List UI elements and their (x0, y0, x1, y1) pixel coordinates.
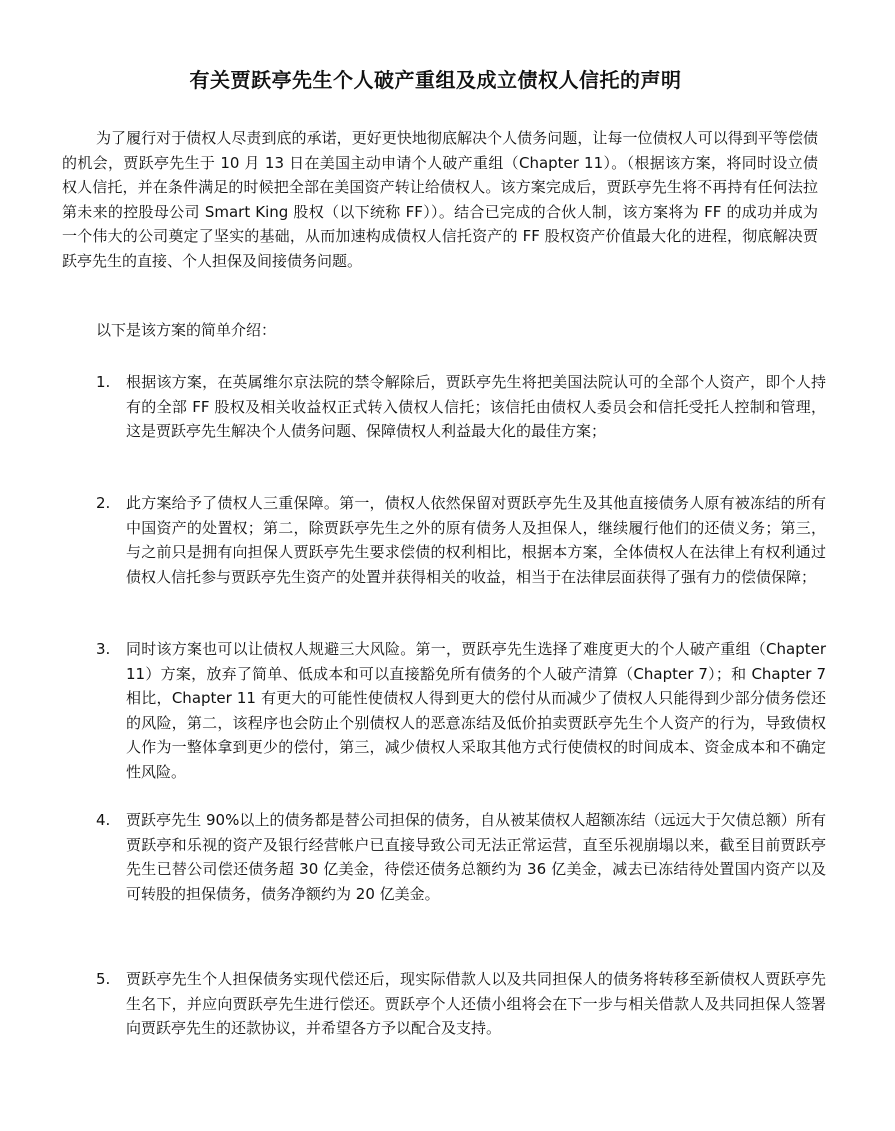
list-item-text: 同时该方案也可以让债权人规避三大风险。第一，贾跃亭先生选择了难度更大的个人破产重组（Chapter 11）方案，放弃了简单、低成本和可以直接豁免所有债务的个人破产清算（Chapter 7）；和 Chapter 7 相比，Chapter 11 有更大的可能性使债权人得到更大的偿付从而减少了债权人只能得到少部分债务偿还的风险，第二，该程序也会防止个别债权人的恶意冻结及低价拍卖贾跃亭先生个人资产的行为，导致债权人作为一整体拿到更少的偿付，第三，减少债权人采取其他方式行使债权的时间成本、资金成本和不确定性风险。 (126, 640, 826, 781)
list-item (96, 370, 826, 444)
list-item (96, 637, 826, 784)
list-item-number: 5. (96, 970, 111, 988)
list-item (96, 491, 826, 589)
list-item-text: 根据该方案，在英属维尔京法院的禁令解除后，贾跃亭先生将把美国法院认可的全部个人资产，即个人持有的全部 FF 股权及相关收益权正式转入债权人信托；该信托由债权人委员会和信托受托人控制和管理，这是贾跃亭先生解决个人债务问题、保障债权人利益最大化的最佳方案； (126, 373, 826, 440)
list-item-number: 4. (96, 811, 111, 829)
list-item-number: 3. (96, 640, 111, 658)
list-item-number: 2. (96, 494, 111, 512)
document-title: 有关贾跃亭先生个人破产重组及成立债权人信托的声明 (189, 68, 682, 92)
intro-paragraph: 为了履行对于债权人尽责到底的承诺，更好更快地彻底解决个人债务问题，让每一位债权人可以得到平等偿债的机会，贾跃亭先生于 10 月 13 日在美国主动申请个人破产重组（Chapter 11）。（根据该方案，将同时设立债权人信托，并在条件满足的时候把全部在美国资产转让给债权人。该方案完成后，贾跃亭先生将不再持有任何法拉第未来的控股母公司 Smart King 股权（以下统称 FF））。结合已完成的合伙人制，该方案将为 FF 的成功并成为一个伟大的公司奠定了坚实的基础，从而加速构成债权人信托资产的 FF 股权资产价值最大化的进程，彻底解决贾跃亭先生的直接、个人担保及间接债务问题。 (62, 129, 818, 270)
list-item (96, 808, 826, 906)
list-item-number: 1. (96, 373, 111, 391)
overview-paragraph: 以下是该方案的简单介绍： (96, 321, 277, 339)
list-item-text: 此方案给予了债权人三重保障。第一，债权人依然保留对贾跃亭先生及其他直接债务人原有被冻结的所有中国资产的处置权；第二，除贾跃亭先生之外的原有债务人及担保人，继续履行他们的还债义务；第三，与之前只是拥有向担保人贾跃亭先生要求偿债的权利相比，根据本方案，全体债权人在法律上有权利通过债权人信托参与贾跃亭先生资产的处置并获得相关的收益，相当于在法律层面获得了强有力的偿债保障； (126, 494, 826, 586)
list-item (96, 967, 826, 1041)
list-item-text: 贾跃亭先生个人担保债务实现代偿还后，现实际借款人以及共同担保人的债务将转移至新债权人贾跃亭先生名下，并应向贾跃亭先生进行偿还。贾跃亭个人还债小组将会在下一步与相关借款人及共同担保人签署向贾跃亭先生的还款协议，并希望各方予以配合及支持。 (126, 970, 826, 1037)
list-item-text: 贾跃亭先生 90%以上的债务都是替公司担保的债务，自从被某债权人超额冻结（远远大于欠债总额）所有贾跃亭和乐视的资产及银行经营帐户已直接导致公司无法正常运营，直至乐视崩塌以来，截至目前贾跃亭先生已替公司偿还债务超 30 亿美金，待偿还债务总额约为 36 亿美金，减去已冻结待处置国内资产以及可转股的担保债务，债务净额约为 20 亿美金。 (126, 811, 826, 903)
